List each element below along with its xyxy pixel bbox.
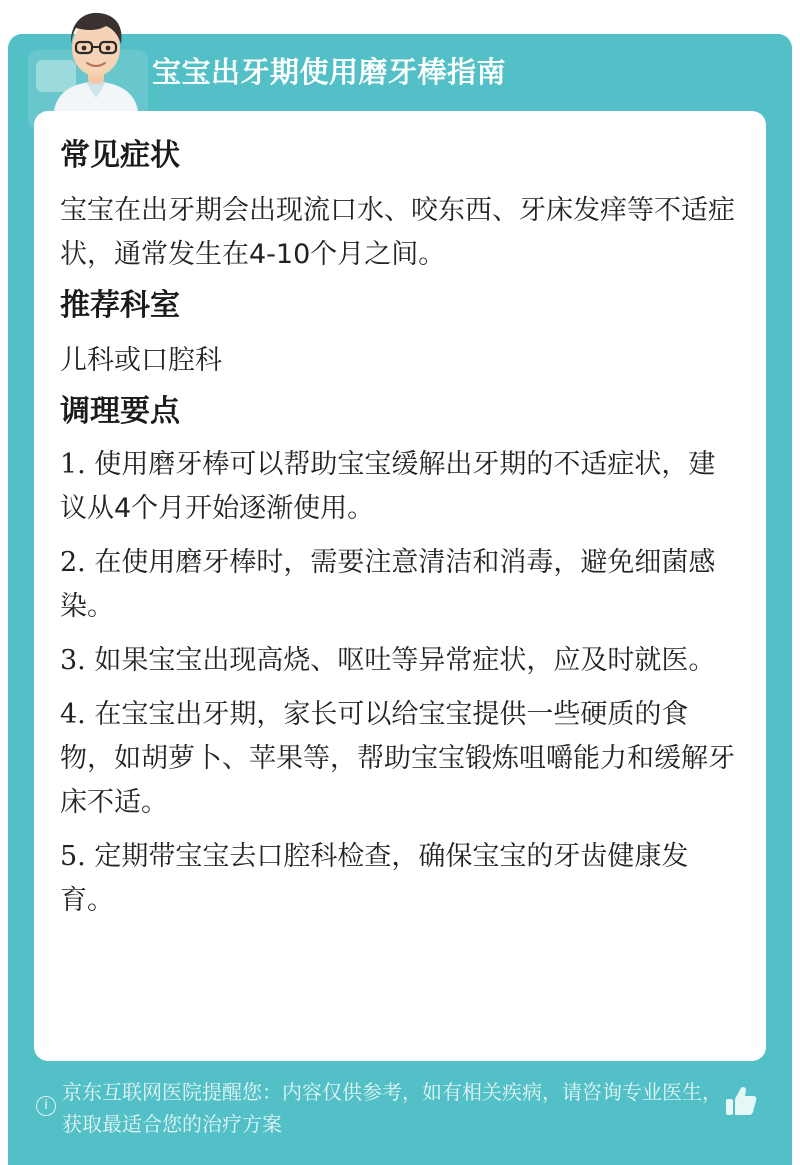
list-item — [60, 639, 740, 683]
tip-text: 使用磨牙棒可以帮助宝宝缓解出牙期的不适症状，建议从4个月开始逐渐使用。 — [60, 449, 716, 524]
tip-number: 4. — [60, 699, 86, 730]
department-heading: 推荐科室 — [60, 288, 180, 323]
tip-text: 在使用磨牙棒时，需要注意清洁和消毒，避免细菌感染。 — [60, 547, 716, 622]
list-item — [60, 443, 740, 531]
content-card — [34, 111, 766, 1061]
list-item — [60, 693, 740, 825]
symptoms-text: 宝宝在出牙期会出现流口水、咬东西、牙床发痒等不适症状，通常发生在4-10个月之间。 — [60, 195, 735, 270]
list-item — [60, 541, 740, 629]
tip-number: 1. — [60, 449, 86, 480]
tip-text: 如果宝宝出现高烧、呕吐等异常症状，应及时就医。 — [94, 645, 716, 676]
page-title: 宝宝出牙期使用磨牙棒指南 — [152, 55, 507, 89]
tip-text: 在宝宝出牙期，家长可以给宝宝提供一些硬质的食物，如胡萝卜、苹果等，帮助宝宝锻炼咀嚼能力和缓解牙床不适。 — [60, 699, 735, 818]
department-text: 儿科或口腔科 — [60, 345, 222, 376]
info-icon: i — [36, 1096, 56, 1116]
symptoms-heading: 常见症状 — [60, 138, 180, 173]
list-item — [60, 835, 740, 923]
disclaimer-text: 京东互联网医院提醒您：内容仅供参考，如有相关疾病，请咨询专业医生，获取最适合您的治疗方案 — [62, 1080, 722, 1136]
tip-number: 3. — [60, 645, 86, 676]
tip-text: 定期带宝宝去口腔科检查，确保宝宝的牙齿健康发育。 — [60, 841, 689, 916]
tip-number: 2. — [60, 547, 86, 578]
doctor-avatar-icon — [46, 6, 146, 112]
care-heading: 调理要点 — [60, 394, 180, 429]
thumbs-up-icon[interactable] — [724, 1084, 758, 1118]
care-tips-list — [60, 443, 740, 923]
tip-number: 5. — [60, 841, 86, 872]
